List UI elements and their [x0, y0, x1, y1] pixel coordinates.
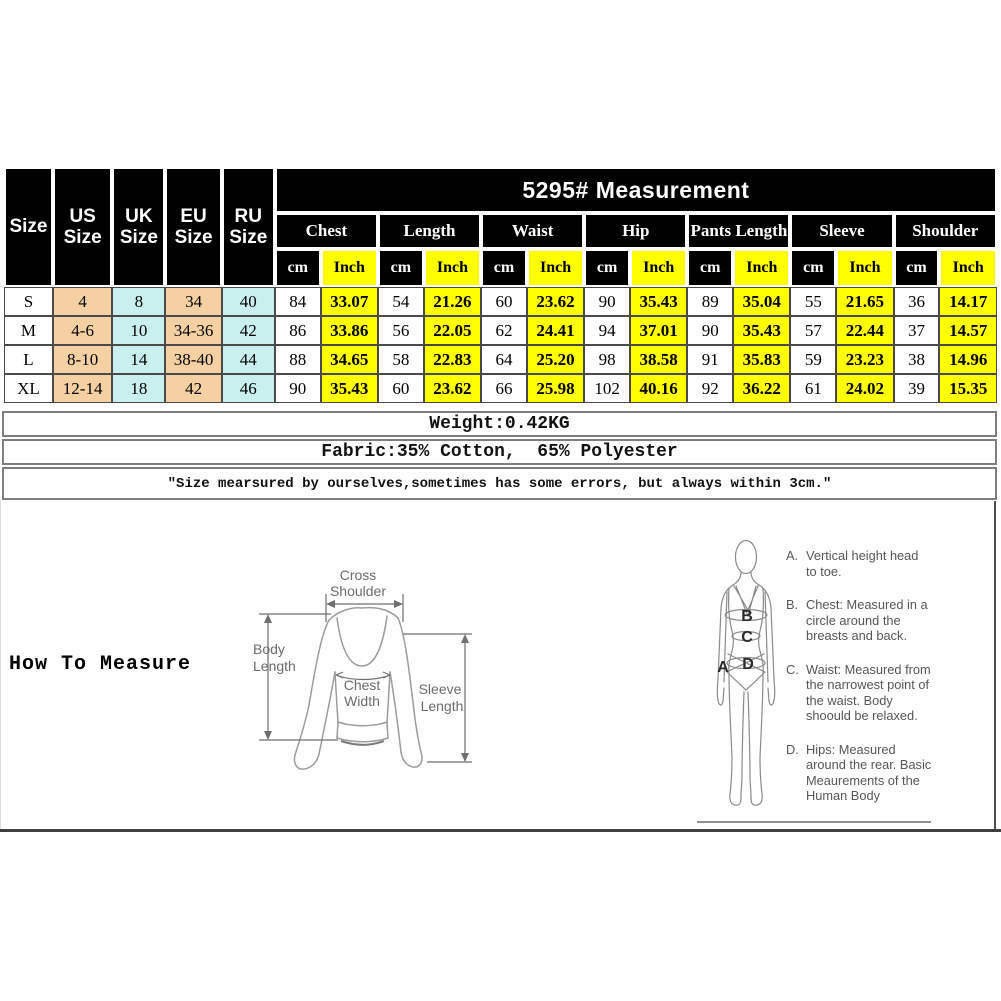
- uk-size-cell: 10: [112, 316, 165, 345]
- group-header-chest: Chest: [275, 213, 378, 249]
- unit-header-cm: cm: [687, 249, 733, 287]
- col-header-size: Size: [4, 167, 53, 287]
- cm-value-cell: 57: [790, 316, 836, 345]
- cm-value-cell: 90: [687, 316, 733, 345]
- cm-value-cell: 90: [275, 374, 321, 403]
- cm-value-cell: 62: [481, 316, 527, 345]
- garment-label-chest-width: Width: [344, 693, 380, 709]
- measure-note-a: [786, 548, 932, 579]
- figure-letter-a: A: [717, 659, 729, 676]
- measure-notes: [786, 548, 932, 822]
- garment-label-cross-shoulder: Shoulder: [329, 583, 387, 599]
- cm-value-cell: 37: [894, 316, 940, 345]
- table-title: 5295# Measurement: [275, 167, 997, 213]
- size-cell: XL: [4, 374, 53, 403]
- unit-header-cm: cm: [790, 249, 836, 287]
- uk-size-cell: 8: [112, 287, 165, 316]
- col-header-ru-size: RU Size: [222, 167, 275, 287]
- ru-size-cell: 40: [222, 287, 275, 316]
- figure-letter-b: B: [741, 608, 753, 625]
- note-label: A.: [786, 548, 799, 563]
- note-label: B.: [786, 597, 799, 612]
- garment-label-sleeve-length: Sleeve: [418, 681, 462, 697]
- inch-value-cell: 35.43: [630, 287, 687, 316]
- size-table: [4, 167, 997, 403]
- ru-size-cell: 42: [222, 316, 275, 345]
- inch-value-cell: 36.22: [733, 374, 790, 403]
- measure-note-b: [786, 597, 932, 644]
- eu-size-cell: 34: [165, 287, 221, 316]
- ru-size-cell: 44: [222, 345, 275, 374]
- group-header-waist: Waist: [481, 213, 584, 249]
- garment-label-body-length: Body: [253, 641, 285, 657]
- cm-value-cell: 60: [481, 287, 527, 316]
- unit-header-inch: Inch: [424, 249, 481, 287]
- unit-header-inch: Inch: [527, 249, 584, 287]
- measure-note-c: [786, 662, 932, 724]
- figure-letter-c: C: [741, 629, 753, 646]
- group-header-shoulder: Shoulder: [894, 213, 997, 249]
- group-header-hip: Hip: [584, 213, 687, 249]
- garment-label-body-length: Length: [253, 658, 296, 674]
- cm-value-cell: 56: [378, 316, 424, 345]
- us-size-cell: 4: [53, 287, 112, 316]
- unit-header-inch: Inch: [630, 249, 687, 287]
- note-text: Hips: Measured around the rear. Basic Meaurements of the Human Body: [806, 741, 932, 803]
- inch-value-cell: 23.62: [527, 287, 584, 316]
- fabric-row: [2, 439, 997, 465]
- unit-header-cm: cm: [584, 249, 630, 287]
- weight-row: [2, 411, 997, 437]
- group-header-length: Length: [378, 213, 481, 249]
- unit-header-cm: cm: [275, 249, 321, 287]
- size-cell: S: [4, 287, 53, 316]
- uk-size-cell: 18: [112, 374, 165, 403]
- note-text: Chest: Measured in a circle around the breasts and back.: [806, 597, 928, 643]
- unit-header-inch: Inch: [939, 249, 997, 287]
- cm-value-cell: 39: [894, 374, 940, 403]
- note-text: Waist: Measured from the narrowest point of the waist. Body shoould be relaxed.: [806, 661, 931, 723]
- us-size-cell: 8-10: [53, 345, 112, 374]
- unit-header-inch: Inch: [321, 249, 378, 287]
- body-figure-diagram: [689, 530, 799, 820]
- cm-value-cell: 92: [687, 374, 733, 403]
- eu-size-cell: 34-36: [165, 316, 221, 345]
- col-header-eu-size: EU Size: [165, 167, 221, 287]
- cm-value-cell: 94: [584, 316, 630, 345]
- uk-size-cell: 14: [112, 345, 165, 374]
- inch-value-cell: 14.96: [939, 345, 997, 374]
- cm-value-cell: 36: [894, 287, 940, 316]
- inch-value-cell: 24.41: [527, 316, 584, 345]
- inch-value-cell: 22.44: [836, 316, 893, 345]
- cm-value-cell: 55: [790, 287, 836, 316]
- note-text: Vertical height head to toe.: [806, 548, 919, 579]
- inch-value-cell: 35.43: [321, 374, 378, 403]
- how-to-measure-heading: How To Measure: [9, 653, 192, 676]
- cm-value-cell: 90: [584, 287, 630, 316]
- inch-value-cell: 21.65: [836, 287, 893, 316]
- ru-size-cell: 46: [222, 374, 275, 403]
- inch-value-cell: 23.62: [424, 374, 481, 403]
- unit-header-cm: cm: [894, 249, 940, 287]
- cm-value-cell: 91: [687, 345, 733, 374]
- cm-value-cell: 58: [378, 345, 424, 374]
- cm-value-cell: 59: [790, 345, 836, 374]
- section-divider: [0, 829, 1001, 832]
- table-row-xl: [4, 374, 997, 403]
- eu-size-cell: 42: [165, 374, 221, 403]
- inch-value-cell: 37.01: [630, 316, 687, 345]
- unit-header-cm: cm: [378, 249, 424, 287]
- cm-value-cell: 38: [894, 345, 940, 374]
- cm-value-cell: 89: [687, 287, 733, 316]
- measure-note-d: [786, 742, 932, 804]
- unit-header-cm: cm: [481, 249, 527, 287]
- inch-value-cell: 25.98: [527, 374, 584, 403]
- garment-label-chest-width: Chest: [343, 677, 381, 693]
- table-row-m: [4, 316, 997, 345]
- fabric-text: Fabric:35% Cotton, 65% Polyester: [321, 442, 678, 462]
- cm-value-cell: 102: [584, 374, 630, 403]
- cm-value-cell: 64: [481, 345, 527, 374]
- us-size-cell: 4-6: [53, 316, 112, 345]
- inch-value-cell: 14.57: [939, 316, 997, 345]
- cm-value-cell: 86: [275, 316, 321, 345]
- inch-value-cell: 24.02: [836, 374, 893, 403]
- inch-value-cell: 34.65: [321, 345, 378, 374]
- size-cell: M: [4, 316, 53, 345]
- size-cell: L: [4, 345, 53, 374]
- inch-value-cell: 25.20: [527, 345, 584, 374]
- group-header-sleeve: Sleeve: [790, 213, 893, 249]
- inch-value-cell: 23.23: [836, 345, 893, 374]
- inch-value-cell: 22.05: [424, 316, 481, 345]
- group-header-pants-length: Pants Length: [687, 213, 790, 249]
- inch-value-cell: 21.26: [424, 287, 481, 316]
- cm-value-cell: 60: [378, 374, 424, 403]
- col-header-uk-size: UK Size: [112, 167, 165, 287]
- cm-value-cell: 54: [378, 287, 424, 316]
- inch-value-cell: 40.16: [630, 374, 687, 403]
- garment-label-sleeve-length: Length: [420, 698, 464, 714]
- cm-value-cell: 88: [275, 345, 321, 374]
- figure-letter-d: D: [742, 656, 754, 673]
- inch-value-cell: 15.35: [939, 374, 997, 403]
- note-label: D.: [786, 741, 799, 757]
- eu-size-cell: 38-40: [165, 345, 221, 374]
- inch-value-cell: 14.17: [939, 287, 997, 316]
- col-header-us-size: US Size: [53, 167, 112, 287]
- table-row-s: [4, 287, 997, 316]
- weight-text: Weight:0.42KG: [429, 414, 570, 434]
- unit-header-inch: Inch: [836, 249, 893, 287]
- us-size-cell: 12-14: [53, 374, 112, 403]
- table-row-l: [4, 345, 997, 374]
- how-to-measure-section: [0, 501, 996, 829]
- cm-value-cell: 84: [275, 287, 321, 316]
- note-label: C.: [786, 661, 799, 677]
- unit-header-inch: Inch: [733, 249, 790, 287]
- inch-value-cell: 33.07: [321, 287, 378, 316]
- garment-measure-diagram: [241, 550, 491, 785]
- inch-value-cell: 33.86: [321, 316, 378, 345]
- inch-value-cell: 22.83: [424, 345, 481, 374]
- garment-label-cross-shoulder: Cross: [339, 567, 377, 583]
- disclaimer-row: [2, 467, 997, 500]
- cm-value-cell: 61: [790, 374, 836, 403]
- cm-value-cell: 66: [481, 374, 527, 403]
- disclaimer-text: ″Size mearsured by ourselves,sometimes has some errors, but always within 3cm.″: [167, 475, 832, 492]
- inch-value-cell: 35.04: [733, 287, 790, 316]
- inch-value-cell: 35.83: [733, 345, 790, 374]
- caption-underline: [697, 821, 931, 823]
- inch-value-cell: 38.58: [630, 345, 687, 374]
- inch-value-cell: 35.43: [733, 316, 790, 345]
- cm-value-cell: 98: [584, 345, 630, 374]
